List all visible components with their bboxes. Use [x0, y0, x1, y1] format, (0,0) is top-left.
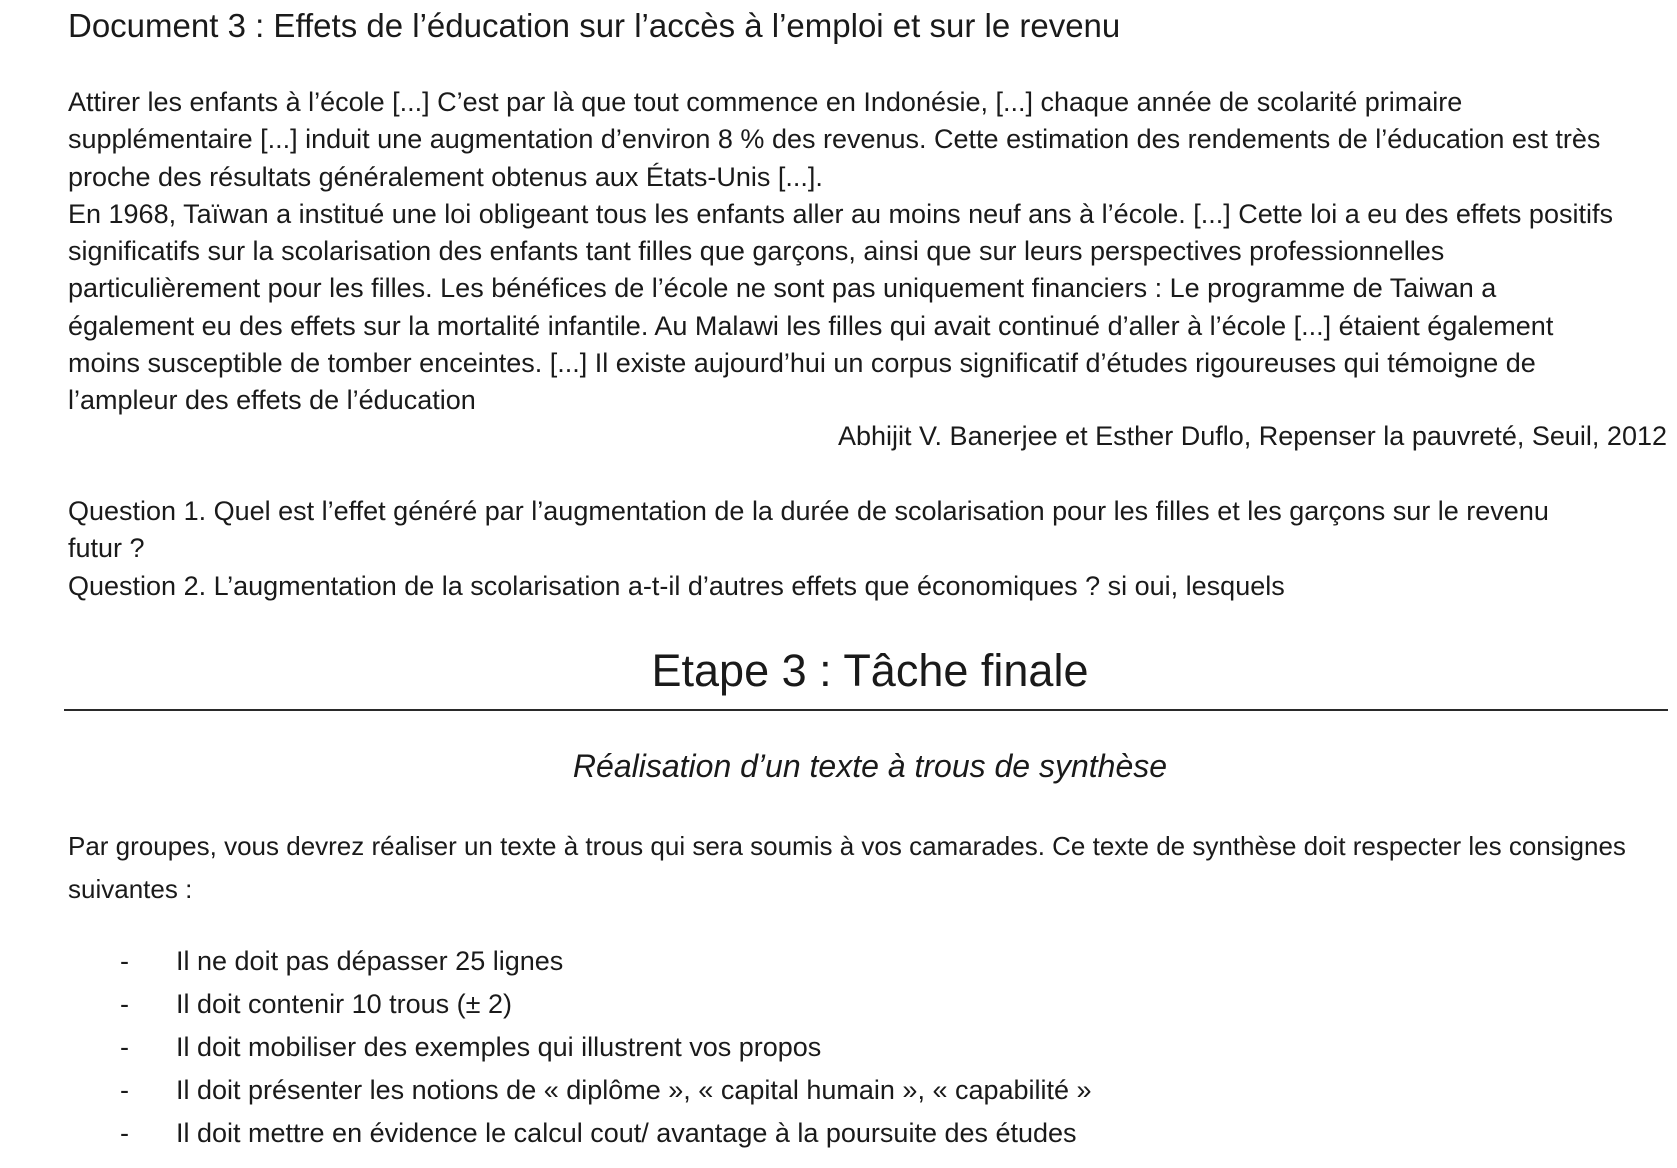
- instruction-line: suivantes :: [68, 874, 193, 904]
- question-line: futur ?: [68, 533, 145, 564]
- list-bullet: -: [120, 1032, 129, 1062]
- document-title: Document 3 : Effets de l’éducation sur l’accès à l’emploi et sur le revenu: [68, 7, 1121, 44]
- questions-block: [68, 493, 1668, 605]
- consigne-item: [68, 1026, 1092, 1069]
- document-excerpt: [68, 84, 1668, 420]
- consignes-list: [68, 940, 1092, 1155]
- consigne-item: [68, 1112, 1092, 1155]
- task-instructions: [68, 825, 1626, 911]
- list-bullet: -: [120, 989, 129, 1019]
- task-subtitle: Réalisation d’un texte à trous de synthèse: [572, 748, 1168, 784]
- consigne-text: Il doit contenir 10 trous (± 2): [176, 989, 512, 1019]
- excerpt-line: significatifs sur la scolarisation des enfants tant filles que garçons, ainsi que sur leurs perspectives professionnelles: [68, 236, 1445, 267]
- consigne-text: Il doit mobiliser des exemples qui illustrent vos propos: [176, 1032, 822, 1062]
- step-title: Etape 3 : Tâche finale: [651, 645, 1089, 696]
- excerpt-line: supplémentaire [...] induit une augmentation d’environ 8 % des revenus. Cette estimation des rendements de l’éducation est très: [68, 124, 1601, 155]
- source-citation: Abhijit V. Banerjee et Esther Duflo, Repenser la pauvreté, Seuil, 2012: [837, 421, 1667, 451]
- consigne-text: Il doit mettre en évidence le calcul cout/ avantage à la poursuite des études: [176, 1118, 1077, 1148]
- excerpt-line: En 1968, Taïwan a institué une loi obligeant tous les enfants aller au moins neuf ans à l’école. [...] Cette loi a eu des effets positifs: [68, 198, 1613, 229]
- question-line: Question 2. L’augmentation de la scolarisation a-t-il d’autres effets que économiques ? si oui, lesquels: [68, 570, 1285, 601]
- question-line: Question 1. Quel est l’effet généré par l’augmentation de la durée de scolarisation pour les filles et les garçons sur le revenu: [68, 496, 1549, 526]
- consigne-text: Il doit présenter les notions de « diplôme », « capital humain », « capabilité »: [176, 1075, 1092, 1105]
- section-divider: [64, 709, 1668, 711]
- excerpt-line: particulièrement pour les filles. Les bénéfices de l’école ne sont pas uniquement financiers : Le programme de Taiwan a: [68, 273, 1497, 304]
- consigne-text: Il ne doit pas dépasser 25 lignes: [176, 946, 564, 976]
- consigne-item: [68, 1069, 1092, 1112]
- list-bullet: -: [120, 946, 129, 976]
- excerpt-line: moins susceptible de tomber enceintes. [...] Il existe aujourd’hui un corpus significatif d’études rigoureuses qui témoigne de: [68, 348, 1536, 379]
- instruction-line: Par groupes, vous devrez réaliser un texte à trous qui sera soumis à vos camarades. Ce texte de synthèse doit respecter les consignes: [68, 831, 1626, 861]
- excerpt-line: l’ampleur des effets de l’éducation: [68, 385, 476, 416]
- excerpt-line: proche des résultats généralement obtenus aux États-Unis [...].: [68, 161, 823, 192]
- consigne-item: [68, 940, 1092, 983]
- excerpt-line: Attirer les enfants à l’école [...] C’est par là que tout commence en Indonésie, [...] chaque année de scolarité primaire: [68, 87, 1463, 117]
- list-bullet: -: [120, 1075, 129, 1105]
- consigne-item: [68, 983, 1092, 1026]
- list-bullet: -: [120, 1118, 129, 1148]
- excerpt-line: également eu des effets sur la mortalité infantile. Au Malawi les filles qui avait continué d’aller à l’école [...] étaient également: [68, 310, 1554, 341]
